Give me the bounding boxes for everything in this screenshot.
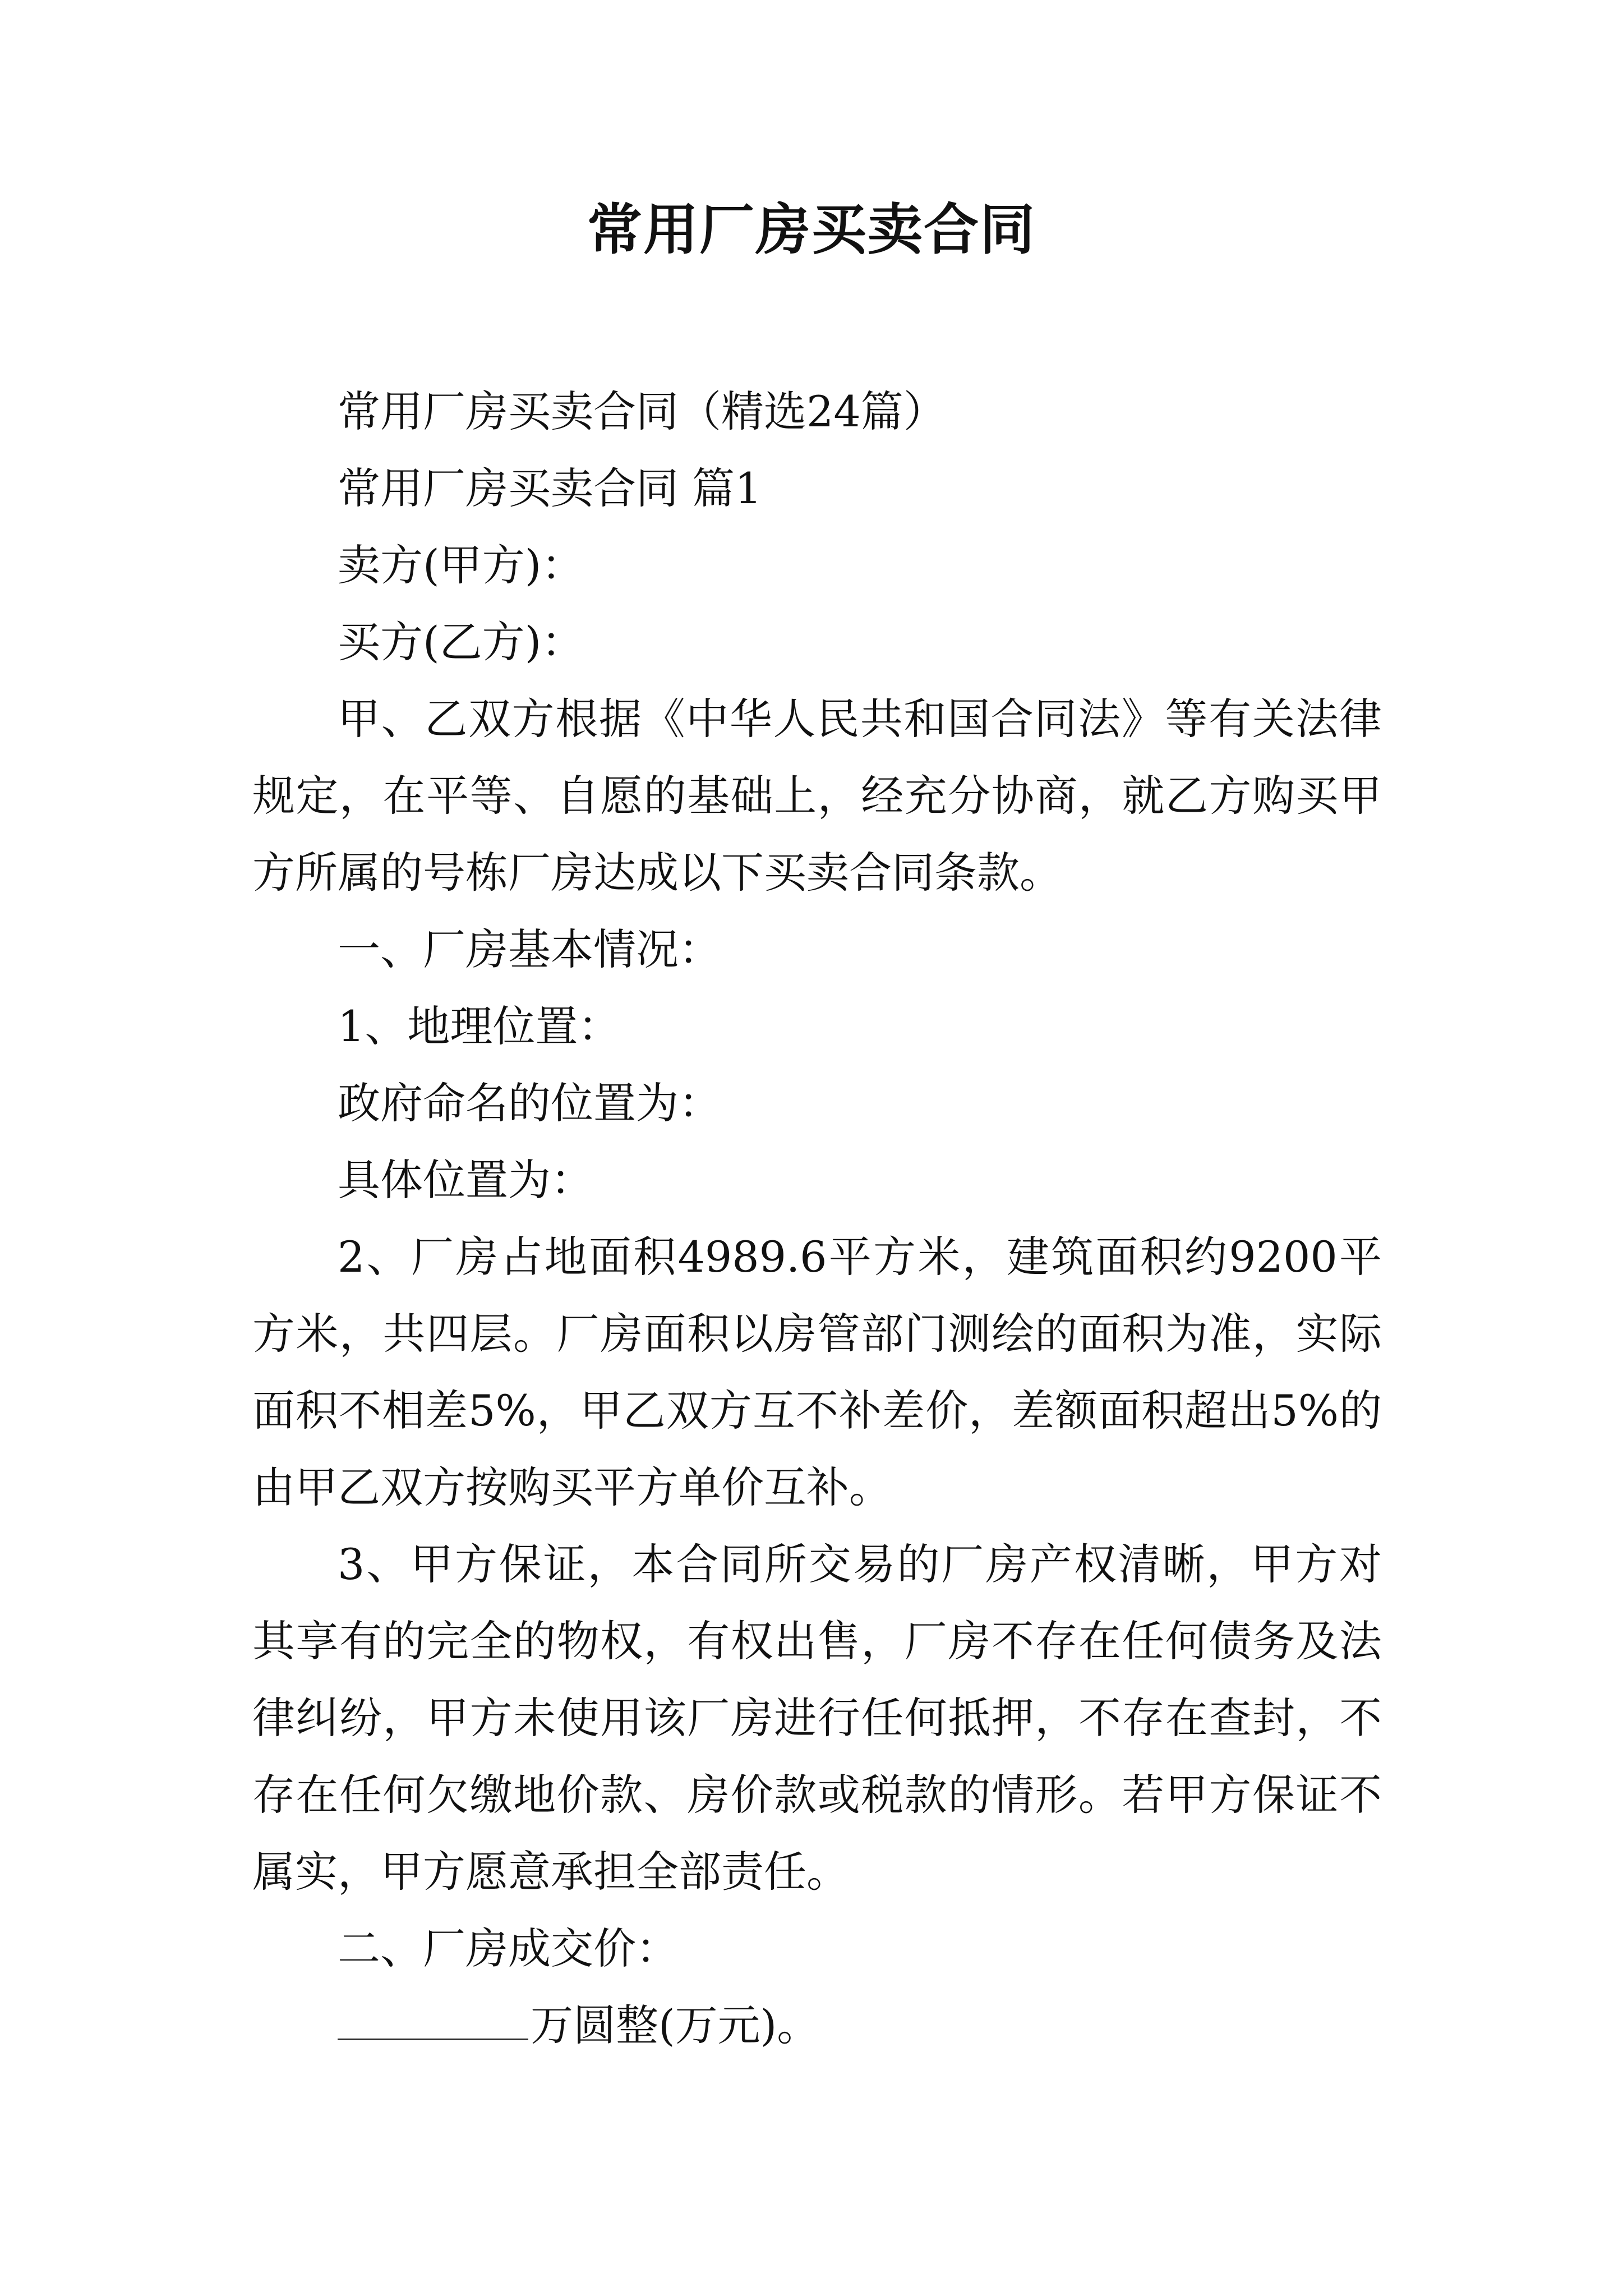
preamble-paragraph: 甲、乙双方根据《中华人民共和国合同法》等有关法律规定，在平等、自愿的基础上，经充分协商，就乙方购买甲方所属的号栋厂房达成以下买卖合同条款。 [252,694,1382,898]
section-heading-paragraph: 常用厂房买卖合同 篇1 [338,463,762,513]
clause-item-area: 2、厂房占地面积4989.6平方米，建筑面积约9200平方米，共四层。厂房面积以房管部门测绘的面积为准，实际面积不相差5%，甲乙双方互不补差价，差额面积超出5%的由甲乙双方按购买平方单价互补。 [252,1232,1382,1512]
buyer-field: 买方(乙方)： [338,617,584,667]
price-line-text: 万圆整(万元)。 [531,2000,820,2050]
document-title: 常用厂房买卖合同 [587,197,1036,262]
official-location-field: 政府命名的位置为： [338,1078,721,1128]
clause-heading-2: 二、厂房成交价： [338,1924,679,1973]
clause-item-guarantee: 3、甲方保证，本合同所交易的厂房产权清晰，甲方对其享有的完全的物权，有权出售，厂房不存在任何债务及法律纠纷，甲方未使用该厂房进行任何抵押，不存在查封，不存在任何欠缴地价款、房价款或税款的情形。若甲方保证不属实，甲方愿意承担全部责任。 [252,1539,1382,1897]
clause-heading-1: 一、厂房基本情况： [338,924,721,974]
subtitle-paragraph: 常用厂房买卖合同（精选24篇） [338,386,946,436]
price-line [252,1987,1382,2064]
clause-item-location: 1、地理位置： [338,1001,621,1051]
seller-field: 卖方(甲方)： [338,540,584,590]
price-blank-line [338,2005,528,2040]
specific-location-field: 具体位置为： [338,1155,593,1205]
document-body [252,373,1382,2064]
